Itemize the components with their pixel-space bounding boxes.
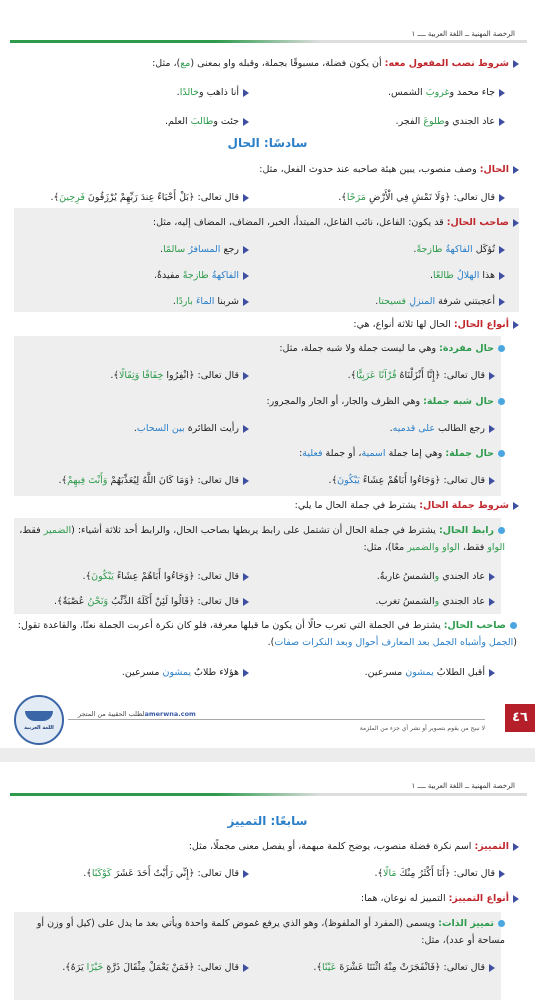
sahib-example-2b: هذا الهلالُ طالعًا.: [14, 269, 505, 283]
rabit-example-2: عاد الجندي والشمسُ غاربةٌ.: [14, 570, 495, 584]
hal-mufrada: حال مفردة: وهي ما ليست جملة ولا شبه جملة، مثل:: [14, 342, 505, 356]
bullet-triangle-icon: [499, 298, 505, 306]
header-rule: [10, 793, 527, 796]
bullet-triangle-icon: [489, 598, 495, 606]
section-title-hal: سادسًا: الحال: [227, 136, 308, 150]
naat-example: هؤلاء طلابٌ يمشون مسرعين.: [14, 666, 249, 680]
bullet-triangle-icon: [489, 477, 495, 485]
tamyiz-types: أنواع التمييز: التمييز له نوعان، هما:: [14, 892, 519, 906]
bullet-triangle-icon: [489, 425, 495, 433]
bullet-triangle-icon: [513, 166, 519, 174]
sahib-example-2a: الفاكهةُ طازجةً مفيدةٌ.: [14, 269, 249, 283]
footer-store-link[interactable]: لطلب الحقيبة من المتجرamerwna.com: [78, 710, 196, 718]
dhat-example-1: قال تعالى: ﴿فَمَنْ يَعْمَلْ مِثْقَالَ ذَرَّةٍ خَيْرًا يَرَهُ﴾.: [14, 961, 249, 975]
example-2b: جئت وطالبَ العلم.: [14, 115, 249, 129]
bullet-triangle-icon: [499, 194, 505, 202]
page-2: [0, 762, 535, 1000]
tamyiz-example-1: قال تعالى: ﴿إِنِّي رَأَيْتُ أَحَدَ عَشَرَ كَوْكَبًا﴾.: [14, 867, 249, 881]
sahib-hal-definition: صاحب الحال: قد يكون: الفاعل، نائب الفاعل، المبتدأ، الخبر، المضاف، المضاف إليه، مثل:: [14, 216, 519, 230]
tamyiz-dhat: تمييز الذات: ويسمى (المفرد أو الملفوظ)، وهو الذي يرفع غموض كلمة واحدة ويأتي بعد ما يدل على (كيل أو وزن أو مساحة أو عدد)، مثل:: [36, 918, 505, 946]
hal-example: أقبل الطلابُ يمشون مسرعين.: [14, 666, 495, 680]
sahib-hal-rule: صاحب الحال: يشترط في الجملة التي تعرب حالًا أن يكون ما قبلها معرفة، فلو كان نكرة أعربت الجملة نعتًا، والقاعدة تقول: (الجمل وأشباه الجمل بعد المعارف أحوال وبعد النكرات صفات).: [17, 620, 517, 648]
jumla-example-2: قال تعالى: ﴿وَجَاءُوا أَبَاهُمْ عِشَاءً يَبْكُونَ﴾.: [14, 474, 495, 488]
bullet-triangle-icon: [499, 870, 505, 878]
bullet-dot-icon: [498, 345, 505, 352]
sahib-example-1a: رجع المسافرُ سالمًا.: [14, 243, 249, 257]
rabit-example-4: عاد الجندي والشمسُ تغرب.: [14, 595, 495, 609]
bullet-dot-icon: [498, 398, 505, 405]
arabic-language-logo-icon: اللغة العربية: [14, 695, 64, 745]
sahib-example-3a: شربنا الماءَ باردًا.: [14, 295, 249, 309]
hal-shibh-jumla: حال شبه جملة: وهي الظرف والجار، أو الجار والمجرور:: [14, 395, 505, 409]
shibh-example-1: رأيت الطائرة بين السحاب.: [14, 422, 249, 436]
sahib-example-3b: أعجبتني شرفة المنزلِ فسيحتا.: [14, 295, 505, 309]
sahib-example-1b: تُؤكَل الفاكهةُ طازجةً.: [14, 243, 505, 257]
bullet-triangle-icon: [513, 502, 519, 510]
bullet-triangle-icon: [489, 964, 495, 972]
rabit-hal: رابط الحال: يشترط في جملة الحال أن تشتمل على رابط يربطها بصاحب الحال، والرابط أحد ثلاثة أشياء: (الضمير فقط، الواو فقط، الواو والضمير معًا)، مثل:: [19, 525, 505, 553]
running-head: الرخصة المهنية ــ اللغة العربية ــــ ١: [411, 30, 515, 38]
footer-rule: [68, 719, 485, 720]
bullet-triangle-icon: [513, 895, 519, 903]
bullet-triangle-icon: [499, 246, 505, 254]
example-1a: جاء محمد وغروبَ الشمس.: [14, 86, 505, 100]
jumla-conditions: شروط جملة الحال: يشترط في جملة الحال ما يلي:: [14, 499, 519, 513]
running-head: الرخصة المهنية ــ اللغة العربية ــــ ١: [411, 782, 515, 790]
bullet-dot-icon: [498, 527, 505, 534]
gray-block-types: [14, 336, 501, 496]
quran-example-1: قال تعالى: ﴿بَلْ أَحْيَاءٌ عِندَ رَبِّهِمْ يُرْزَقُونَ فَرِحِينَ﴾.: [14, 191, 249, 205]
rabit-example-1: قال تعالى: ﴿وَجَاءُوا أَبَاهُمْ عِشَاءً يَبْكُونَ﴾.: [14, 570, 249, 584]
bullet-dot-icon: [498, 450, 505, 457]
quran-example-2: قال تعالى: ﴿وَلَا تَمْشِ فِي الْأَرْضِ مَرَحًا﴾.: [14, 191, 505, 205]
hal-types: أنواع الحال: الحال لها ثلاثة أنواع، هي:: [14, 318, 519, 332]
bullet-triangle-icon: [513, 60, 519, 68]
bullet-triangle-icon: [513, 843, 519, 851]
footer-copyright-note: لا نبيح من يقوم بتصوير أو نشر أي جزء من الملزمة: [359, 725, 485, 732]
tamyiz-definition: التمييز: اسم نكرة فضلة منصوب، يوضح كلمة مبهمة، أو يفصل معنى مجملًا، مثل:: [14, 840, 519, 854]
bullet-triangle-icon: [499, 272, 505, 280]
bullet-triangle-icon: [489, 372, 495, 380]
shibh-example-2: رجع الطالب على قدميه.: [14, 422, 495, 436]
example-2a: عاد الجندي وطلوعَ الفجر.: [14, 115, 505, 129]
hal-definition: الحال: وصف منصوب، يبين هيئة صاحبه عند حدوث الفعل، مثل:: [14, 163, 519, 177]
bullet-triangle-icon: [499, 89, 505, 97]
dhat-example-2: قال تعالى: ﴿فَانْفَجَرَتْ مِنْهُ اثْنَتَا عَشْرَةَ عَيْنًا﴾.: [14, 961, 495, 975]
section-title-tamyiz: سابعًا: التمييز: [227, 814, 308, 828]
page-number: ٤٦: [505, 704, 535, 732]
rabit-example-3: قال تعالى: ﴿قَالُوا لَئِنْ أَكَلَهُ الذِّئْبُ وَنَحْنُ عُصْبَةٌ﴾.: [14, 595, 249, 609]
hal-jumla: حال جملة: وهي إما جملة اسمية، أو جملة فعلية:: [14, 447, 505, 461]
header-rule: [10, 40, 527, 43]
bullet-triangle-icon: [499, 118, 505, 126]
bullet-triangle-icon: [513, 321, 519, 329]
bullet-triangle-icon: [513, 219, 519, 227]
jumla-example-1: قال تعالى: ﴿وَمَا كَانَ اللَّهُ لِيُعَذِّبَهُمْ وَأَنْتَ فِيهِمْ﴾.: [14, 474, 249, 488]
example-1b: أنا ذاهب وخالدًا.: [14, 86, 249, 100]
bullet-dot-icon: [498, 920, 505, 927]
bullet-triangle-icon: [489, 669, 495, 677]
mufrada-example-2: قال تعالى: ﴿إِنَّا أَنْزَلْنَاهُ قُرْآنًا عَرَبِيًّا﴾.: [14, 369, 495, 383]
tamyiz-example-2: قال تعالى: ﴿أَنَا أَكْثَرُ مِنْكَ مَالًا﴾.: [14, 867, 505, 881]
bullet-dot-icon: [510, 622, 517, 629]
mufrada-example-1: قال تعالى: ﴿انْفِرُوا خِفَافًا وَثِقَالًا﴾.: [14, 369, 249, 383]
bullet-triangle-icon: [489, 573, 495, 581]
maful-maah-conditions: شروط نصب المفعول معه: أن يكون فضلة، مسبوقًا بجملة، وقبله واو بمعنى (مع)، مثل:: [14, 57, 519, 71]
